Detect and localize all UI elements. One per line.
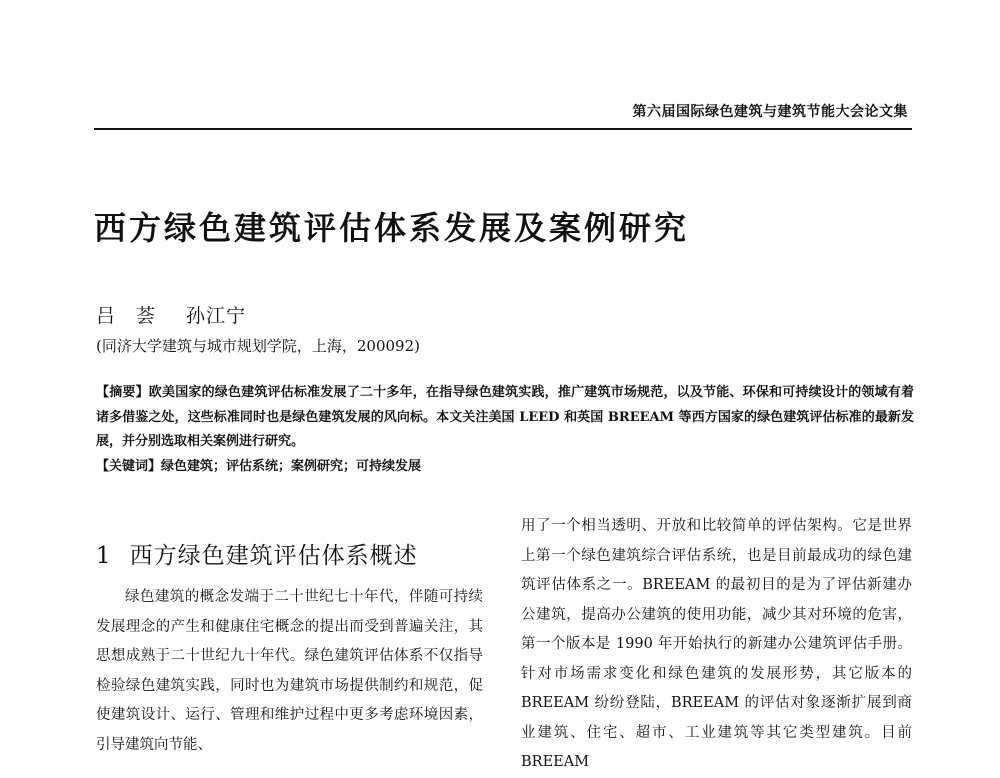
abstract-block — [96, 381, 914, 479]
right-column — [521, 512, 912, 778]
body-paragraph-left: 绿色建筑的概念发端于二十世纪七十年代，伴随可持续发展理念的产生和健康住宅概念的提出而受到普遍关注，其思想成熟于二十世纪九十年代。绿色建筑评估体系不仅指导检验绿色建筑实践，同时也为建筑市场提供制约和规范，促使建筑设计、运行、管理和维护过程中更多考虑环境因素，引导建筑向节能、 — [96, 589, 483, 753]
abstract-paragraph — [96, 381, 914, 455]
author-1: 吕 荟 — [96, 305, 157, 327]
abstract-text: 欧美国家的绿色建筑评估标准发展了二十多年，在指导绿色建筑实践，推广建筑市场规范，以及节能、环保和可持续设计的领域有着诸多借鉴之处，这些标准同时也是绿色建筑发展的风向标。本文关注美国 LEED 和英国 BREEAM 等西方国家的绿色建筑评估标准的最新发展，并分别选取相关案例进行研究。 — [96, 385, 914, 449]
keywords-label: 【关键词】 — [96, 458, 162, 474]
author-line — [96, 301, 246, 328]
header-rule — [94, 128, 912, 130]
author-2: 孙江宁 — [186, 305, 247, 327]
keywords-paragraph — [96, 455, 914, 480]
paper-title: 西方绿色建筑评估体系发展及案例研究 — [94, 209, 690, 247]
body-paragraph-right: 用了一个相当透明、开放和比较简单的评估架构。它是世界上第一个绿色建筑综合评估系统，也是目前最成功的绿色建筑评估体系之一。BREEAM 的最初目的是为了评估新建办公建筑，提高办公建筑的使用功能，减少其对环境的危害，第一个版本是 1990 年开始执行的新建办公建筑评估手册。针对市场需求变化和绿色建筑的发展形势，其它版本的 BREEAM 纷纷登陆，BREEAM 的评估对象逐渐扩展到商业建筑、住宅、超市、工业建筑等其它类型建筑。目前 BREEAM — [521, 518, 912, 770]
left-column — [96, 583, 483, 760]
keywords-text: 绿色建筑；评估系统；案例研究；可持续发展 — [161, 458, 422, 474]
section-title: 西方绿色建筑评估体系概述 — [129, 543, 418, 569]
section-heading — [96, 537, 418, 570]
abstract-label: 【摘要】 — [96, 385, 149, 400]
affiliation: (同济大学建筑与城市规划学院，上海，200092) — [96, 337, 420, 355]
running-header: 第六届国际绿色建筑与建筑节能大会论文集 — [632, 104, 908, 120]
section-number: 1 — [96, 543, 112, 569]
